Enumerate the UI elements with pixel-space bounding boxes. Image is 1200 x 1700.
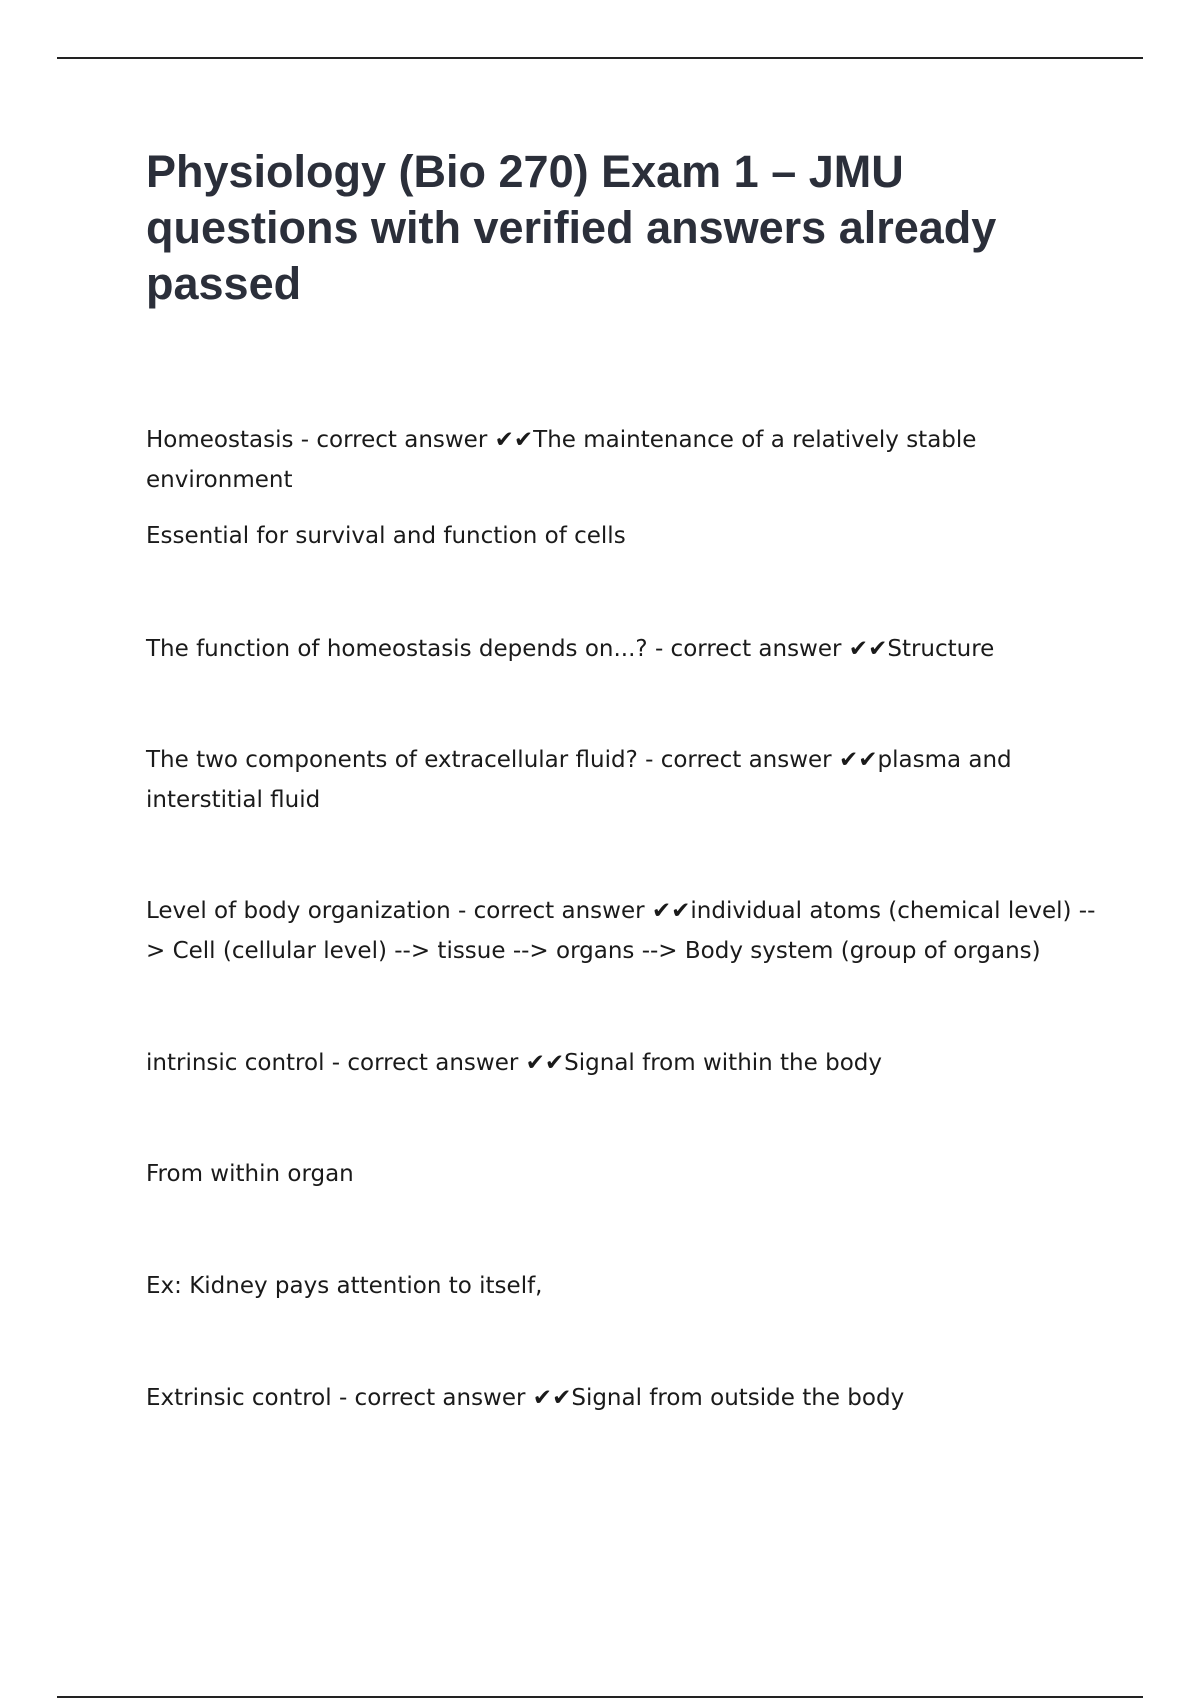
title-block <box>146 144 1106 312</box>
footer-rule <box>57 1696 1143 1698</box>
answer-text: The maintenance of a relatively stable environment <box>146 427 977 493</box>
note-line: From within organ <box>146 1161 354 1187</box>
answer-separator: - correct answer <box>331 1385 533 1411</box>
qa-entry-intrinsic-control <box>146 1043 1096 1083</box>
note-line: Essential for survival and function of cells <box>146 523 626 549</box>
answer-text: individual atoms (chemical level) --> Cell (cellular level) --> tissue --> organs --> Body system (group of organs) <box>146 898 1096 964</box>
document-title: Physiology (Bio 270) Exam 1 – JMU questions with verified answers already passed <box>146 146 997 309</box>
qa-entry-extrinsic-control <box>146 1378 1096 1418</box>
question-text: Extrinsic control <box>146 1385 332 1411</box>
double-check-icon: ✔✔ <box>525 1050 565 1076</box>
answer-separator: - correct answer <box>293 427 495 453</box>
answer-text: Signal from within the body <box>564 1050 882 1076</box>
qa-entry-body-organization <box>146 891 1096 971</box>
answer-separator: - correct answer <box>324 1050 526 1076</box>
answer-text: Signal from outside the body <box>571 1385 905 1411</box>
double-check-icon: ✔✔ <box>838 747 878 773</box>
double-check-icon: ✔✔ <box>848 636 888 662</box>
answer-text: plasma and interstitial fluid <box>146 747 1012 813</box>
answer-text: Structure <box>887 636 995 662</box>
answer-separator: - correct answer <box>647 636 849 662</box>
double-check-icon: ✔✔ <box>651 898 691 924</box>
qa-entry-homeostasis <box>146 420 1096 500</box>
question-text: The function of homeostasis depends on...? <box>146 636 648 662</box>
answer-separator: - correct answer <box>450 898 652 924</box>
question-text: The two components of extracellular fluid? <box>146 747 638 773</box>
qa-entry-extracellular-fluid <box>146 740 1096 820</box>
note-line: Ex: Kidney pays attention to itself, <box>146 1273 543 1299</box>
header-rule <box>57 57 1143 59</box>
double-check-icon: ✔✔ <box>532 1385 572 1411</box>
qa-entry-function <box>146 629 1096 669</box>
double-check-icon: ✔✔ <box>494 427 534 453</box>
answer-separator: - correct answer <box>637 747 839 773</box>
question-text: Homeostasis <box>146 427 294 453</box>
question-text: Level of body organization <box>146 898 451 924</box>
question-text: intrinsic control <box>146 1050 325 1076</box>
